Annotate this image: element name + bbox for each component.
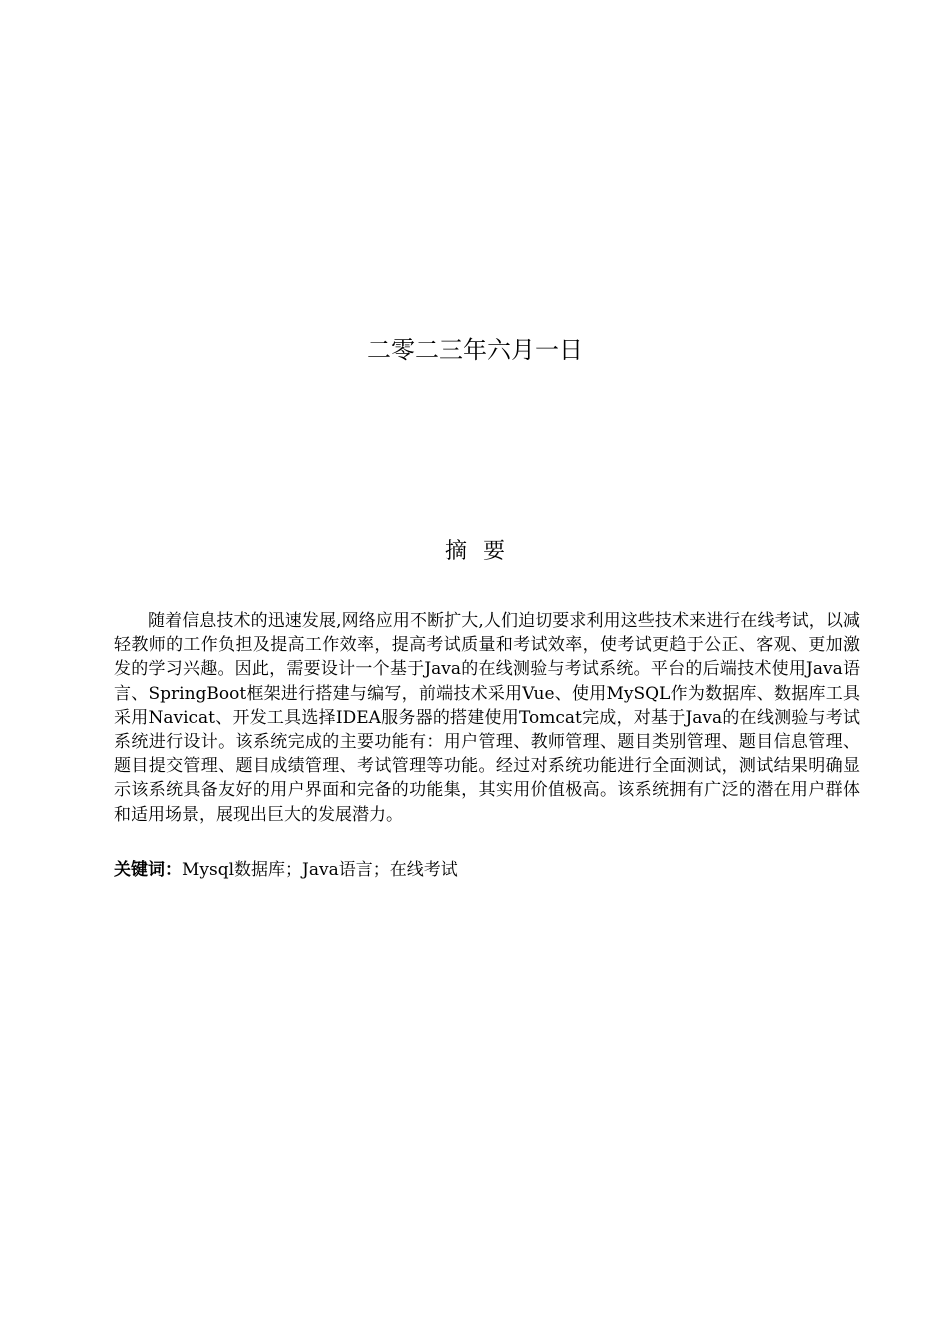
document-date: 二零二三年六月一日: [367, 336, 583, 364]
keywords-value: Mysql数据库；Java语言；在线考试: [182, 860, 458, 880]
keywords-line: [114, 858, 860, 882]
abstract-title: 摘要: [444, 539, 521, 564]
keywords-label: 关键词：: [114, 860, 182, 880]
abstract-body: 随着信息技术的迅速发展,网络应用不断扩大,人们迫切要求利用这些技术来进行在线考试，以减轻教师的工作负担及提高工作效率，提高考试质量和考试效率，使考试更趋于公正、客观、更加激发的学习兴趣。因此，需要设计一个基于Java的在线测验与考试系统。平台的后端技术使用Java语言、SpringBoot框架进行搭建与编写，前端技术采用Vue、使用MySQL作为数据库、数据库工具采用Navicat、开发工具选择IDEA服务器的搭建使用Tomcat完成，对基于Java的在线测验与考试系统进行设计。该系统完成的主要功能有：用户管理、教师管理、题目类别管理、题目信息管理、题目提交管理、题目成绩管理、考试管理等功能。经过对系统功能进行全面测试，测试结果明确显示该系统具备友好的用户界面和完备的功能集，其实用价值极高。该系统拥有广泛的潜在用户群体和适用场景，展现出巨大的发展潜力。: [114, 611, 860, 825]
